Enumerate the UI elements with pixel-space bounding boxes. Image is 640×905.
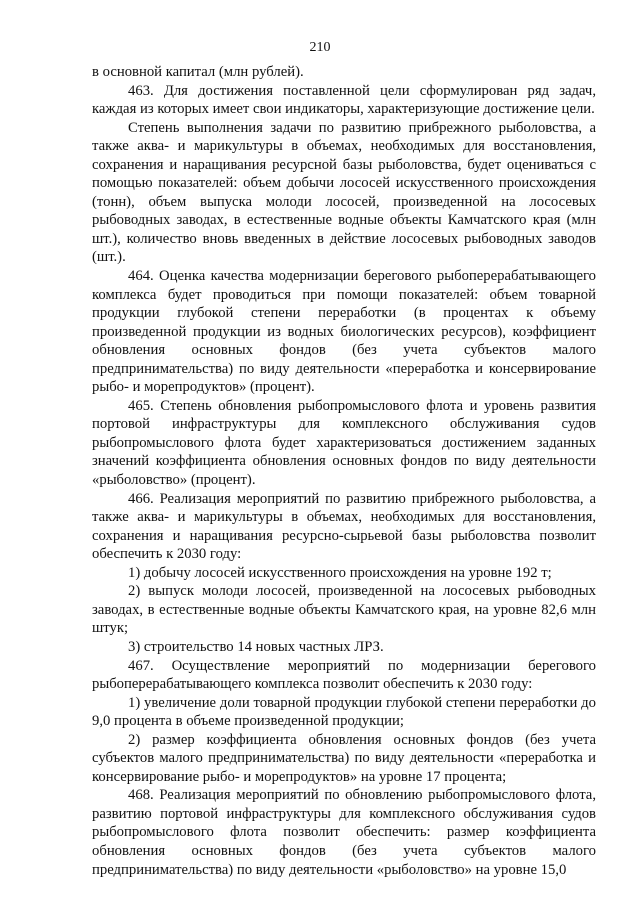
paragraph-466-item-1: 1) добычу лососей искусственного происхождения на уровне 192 т;: [128, 564, 552, 581]
paragraph-466-item-3: 3) строительство 14 новых частных ЛРЗ.: [128, 638, 384, 655]
paragraph-465: 465. Степень обновления рыбопромыслового флота и уровень развития портовой инфраструктуры для комплексного обслуживания судов рыбопромыслового флота будет характеризоваться достижением заданных значений коэффициента обновления основных фондов по виду деятельности «рыболовство» (процент).: [92, 397, 596, 489]
paragraph-463: 463. Для достижения поставленной цели сформулирован ряд задач, каждая из которых имеет свои индикаторы, характеризующие достижение цели.: [92, 82, 596, 118]
paragraph-466-item-2: 2) выпуск молоди лососей, произведенной на лососевых рыбоводных заводах, в естественные водные объекты Камчатского края, на уровне 82,6 млн штук;: [92, 583, 596, 637]
paragraph-468: 468. Реализация мероприятий по обновлению рыбопромыслового флота, развитию портовой инфраструктуры для комплексного обслуживания судов рыбопромыслового флота позволит обеспечить: размер коэффициента обновления основных фондов (без учета субъектов малого предпринимательства) по виду деятельности «рыболовство» на уровне 15,0: [92, 787, 596, 878]
paragraph-467: 467. Осуществление мероприятий по модернизации берегового рыбоперерабатывающего комплекса позволит обеспечить к 2030 году:: [92, 657, 596, 693]
paragraph-467-item-1: 1) увеличение доли товарной продукции глубокой степени переработки до 9,0 процента в объеме произведенной продукции;: [92, 694, 596, 730]
paragraph-467-item-2: 2) размер коэффициента обновления основных фондов (без учета субъектов малого предпринимательства) по виду деятельности «переработка и консервирование рыбо- и морепродуктов» на уровне 17 процента;: [92, 731, 596, 785]
paragraph-466: 466. Реализация мероприятий по развитию прибрежного рыболовства, а также аква- и марикультуры в объемах, необходимых для восстановления, сохранения и наращивания ресурсно-сырьевой базы рыболовства позволит обеспечить к 2030 году:: [92, 490, 596, 563]
paragraph-continuation: в основной капитал (млн рублей).: [92, 64, 304, 80]
page-number: 210: [309, 40, 331, 55]
paragraph-464: 464. Оценка качества модернизации берегового рыбоперерабатывающего комплекса будет проводиться при помощи показателей: объем товарной продукции глубокой степени переработки (в процентах к объему произведенной продукции из водных биологических ресурсов), коэффициент обновления основных фондов (без учета субъектов малого предпринимательства) по виду деятельности «переработка и консервирование рыбо- и морепродуктов» (процент).: [92, 268, 596, 396]
paragraph-463-task-coastal-fishing: Степень выполнения задачи по развитию прибрежного рыболовства, а также аква- и марикультуры в объемах, необходимых для восстановления, сохранения и наращивания ресурсной базы рыболовства, будет оцениваться с помощью показателей: объем добычи лососей искусственного происхождения (тонн), объем выпуска молоди лососей, произведенной на лососевых рыбоводных заводах, в естественные водные объекты Камчатского края (млн шт.), количество вновь введенных в действие лососевых рыбоводных заводов (шт.).: [92, 119, 596, 266]
document-body: [92, 63, 596, 879]
